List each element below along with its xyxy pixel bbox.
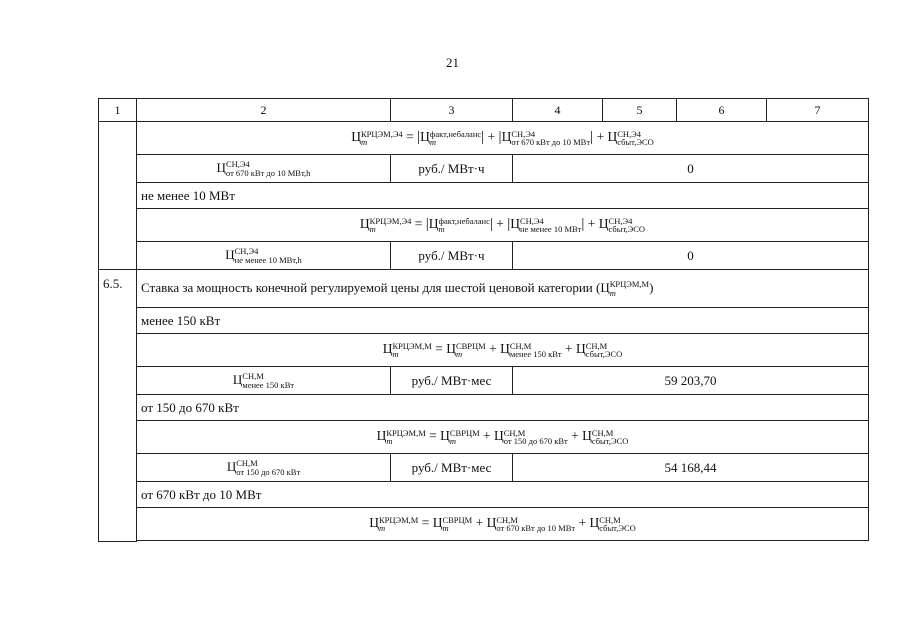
subsection-title: менее 150 кВт [137,308,869,334]
subsection-row [99,183,869,209]
unit-cell: руб./ МВт·ч [391,155,513,183]
formula-krcem-m-150: Ц КРЦЭМ,М m = Ц СВРЦМ m + Ц СН,М менее 150 кВт + Ц СН,М сбыт,ЭСО [137,334,869,367]
table-row [99,367,869,395]
table-row [99,155,869,183]
formula-row [99,508,869,541]
subsection-title: от 670 кВт до 10 МВт [137,482,869,508]
header-col-5: 5 [603,99,677,122]
header-row [99,99,869,122]
spacer-cell [137,541,869,542]
header-col-2: 2 [137,99,391,122]
rate-symbol-cell: Ц СН,М от 150 до 670 кВт [137,454,391,482]
subsection-title: не менее 10 МВт [137,183,869,209]
header-col-4: 4 [513,99,603,122]
section-number: 6.5. [99,270,137,542]
header-col-7: 7 [767,99,869,122]
header-col-6: 6 [677,99,767,122]
value-cell: 59 203,70 [513,367,869,395]
table-row [99,242,869,270]
formula-row [99,334,869,367]
page-number: 21 [446,55,459,70]
formula-krcem-e4-670: Ц КРЦЭМ,Э4 m = |Ц факт,небаланс m | + |Ц СН,Э4 от 670 кВт до 10 МВт | + Ц СН,Э4 сбыт,ЭСО [137,122,869,155]
subsection-row [99,308,869,334]
unit-cell: руб./ МВт·мес [391,454,513,482]
header-col-1: 1 [99,99,137,122]
value-cell: 0 [513,242,869,270]
subsection-row [99,482,869,508]
table-row [99,454,869,482]
formula-row [99,209,869,242]
formula-krcem-m-670-10mw: Ц КРЦЭМ,М m = Ц СВРЦМ m + Ц СН,М от 670 кВт до 10 МВт + Ц СН,М сбыт,ЭСО [137,508,869,541]
section-number-cell [99,122,137,270]
subsection-title: от 150 до 670 кВт [137,395,869,421]
rate-symbol-cell: Ц СН,Э4 от 670 кВт до 10 МВт,h [137,155,391,183]
section-title: Ставка за мощность конечной регулируемой цены для шестой ценовой категории (Ц КРЦЭМ,М m ) [137,270,869,308]
value-cell: 0 [513,155,869,183]
formula-row [99,421,869,454]
value-cell: 54 168,44 [513,454,869,482]
tariff-table [98,98,869,542]
subsection-row [99,395,869,421]
formula-krcem-e4-10mw: Ц КРЦЭМ,Э4 m = |Ц факт,небаланс m | + |Ц СН,Э4 не менее 10 МВт | + Ц СН,Э4 сбыт,ЭСО [137,209,869,242]
table-row-spacer [99,541,869,542]
unit-cell: руб./ МВт·мес [391,367,513,395]
rate-symbol-cell: Ц СН,М менее 150 кВт [137,367,391,395]
rate-symbol-cell: Ц СН,Э4 не менее 10 МВт,h [137,242,391,270]
section-row [99,270,869,308]
formula-krcem-m-150-670: Ц КРЦЭМ,М m = Ц СВРЦМ m + Ц СН,М от 150 до 670 кВт + Ц СН,М сбыт,ЭСО [137,421,869,454]
header-col-3: 3 [391,99,513,122]
unit-cell: руб./ МВт·ч [391,242,513,270]
formula-row [99,122,869,155]
